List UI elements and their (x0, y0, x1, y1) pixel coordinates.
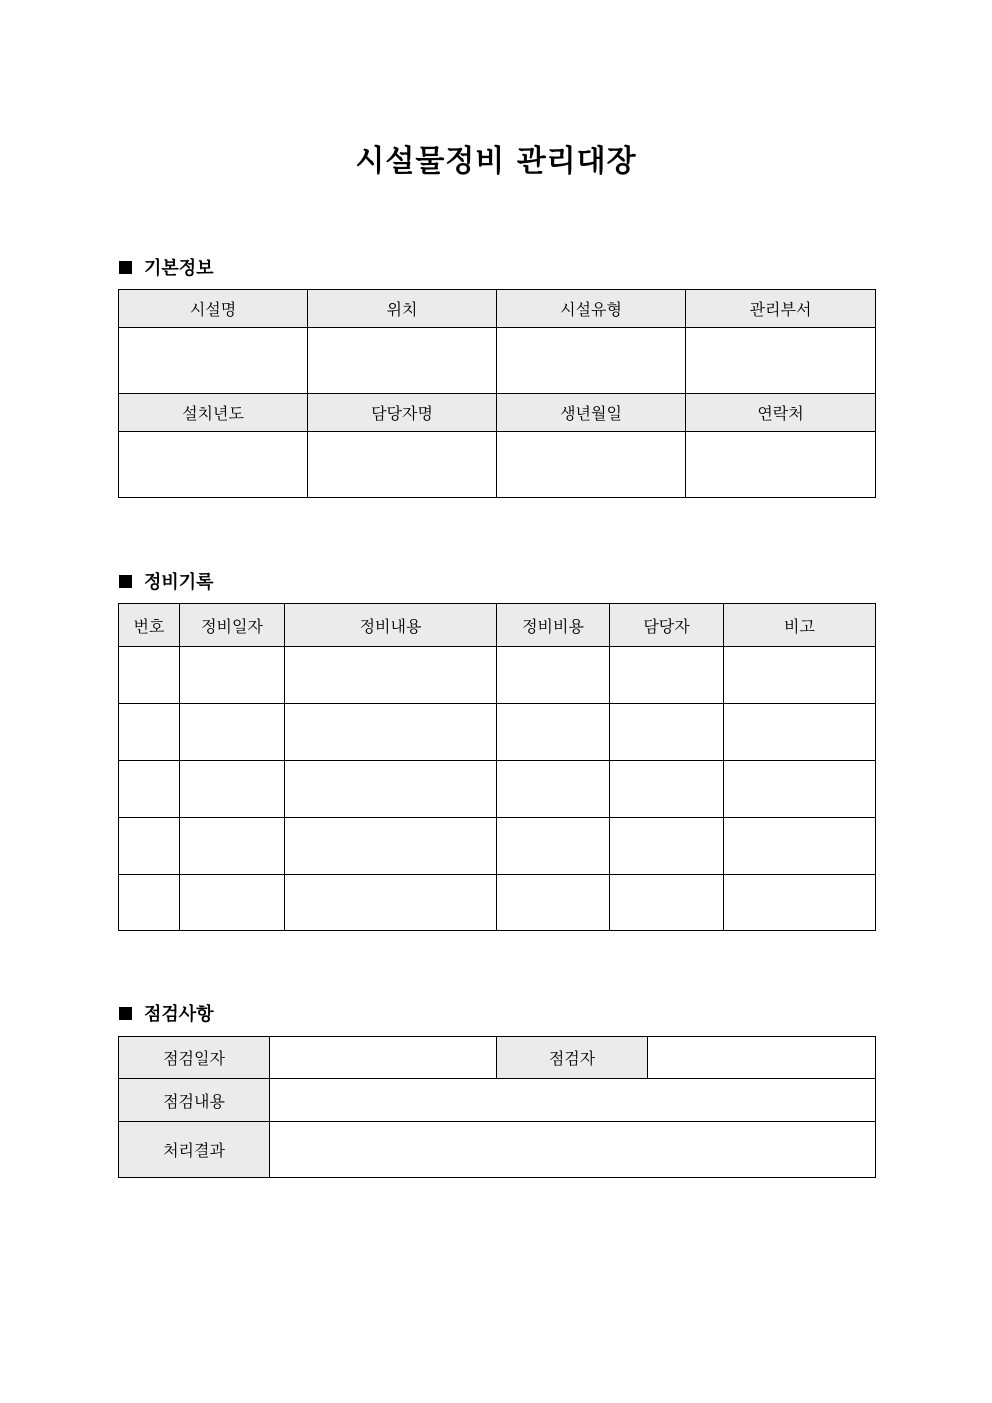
header-department: 관리부서 (686, 290, 876, 328)
inspection-content-field[interactable] (270, 1079, 876, 1122)
header-maintenance-date: 정비일자 (180, 604, 285, 647)
table-header-row (119, 394, 876, 432)
contact-field[interactable] (686, 432, 876, 498)
cost-cell[interactable] (497, 761, 610, 818)
table-row (119, 328, 876, 394)
number-cell[interactable] (119, 704, 180, 761)
person-cell[interactable] (610, 647, 724, 704)
person-cell[interactable] (610, 818, 724, 875)
table-row (119, 704, 876, 761)
section-heading-inspection (119, 1000, 214, 1026)
remarks-cell[interactable] (724, 818, 876, 875)
section-heading-label: 정비기록 (144, 572, 214, 593)
inspection-date-label: 점검일자 (119, 1037, 270, 1079)
cost-cell[interactable] (497, 875, 610, 931)
square-bullet-icon (119, 575, 132, 588)
table-row (119, 1122, 876, 1178)
square-bullet-icon (119, 261, 132, 274)
person-cell[interactable] (610, 875, 724, 931)
cost-cell[interactable] (497, 818, 610, 875)
date-cell[interactable] (180, 647, 285, 704)
table-row (119, 1079, 876, 1122)
remarks-cell[interactable] (724, 647, 876, 704)
table-row (119, 1037, 876, 1079)
manager-name-field[interactable] (308, 432, 497, 498)
date-cell[interactable] (180, 875, 285, 931)
section-heading-label: 점검사항 (144, 1004, 214, 1025)
content-cell[interactable] (285, 761, 497, 818)
table-row (119, 875, 876, 931)
header-contact: 연락처 (686, 394, 876, 432)
section-heading-basic (119, 254, 214, 280)
header-facility-type: 시설유형 (497, 290, 686, 328)
header-install-year: 설치년도 (119, 394, 308, 432)
inspector-label: 점검자 (497, 1037, 648, 1079)
table-row (119, 818, 876, 875)
header-location: 위치 (308, 290, 497, 328)
inspection-content-label: 점검내용 (119, 1079, 270, 1122)
content-cell[interactable] (285, 647, 497, 704)
facility-name-field[interactable] (119, 328, 308, 394)
result-label: 처리결과 (119, 1122, 270, 1178)
remarks-cell[interactable] (724, 704, 876, 761)
section-heading-label: 기본정보 (144, 258, 214, 279)
header-birth-date: 생년월일 (497, 394, 686, 432)
table-row (119, 432, 876, 498)
inspector-field[interactable] (648, 1037, 876, 1079)
number-cell[interactable] (119, 647, 180, 704)
content-cell[interactable] (285, 704, 497, 761)
remarks-cell[interactable] (724, 761, 876, 818)
result-field[interactable] (270, 1122, 876, 1178)
maintenance-table (118, 603, 876, 931)
date-cell[interactable] (180, 704, 285, 761)
section-heading-maintenance (119, 568, 214, 594)
table-header-row (119, 604, 876, 647)
basic-info-table (118, 289, 876, 498)
table-row (119, 761, 876, 818)
install-year-field[interactable] (119, 432, 308, 498)
header-remarks: 비고 (724, 604, 876, 647)
table-header-row (119, 290, 876, 328)
page-title: 시설물정비 관리대장 (355, 144, 637, 179)
square-bullet-icon (119, 1007, 132, 1020)
content-cell[interactable] (285, 818, 497, 875)
header-maintenance-cost: 정비비용 (497, 604, 610, 647)
number-cell[interactable] (119, 875, 180, 931)
inspection-table (118, 1036, 876, 1178)
facility-type-field[interactable] (497, 328, 686, 394)
person-cell[interactable] (610, 761, 724, 818)
header-manager-name: 담당자명 (308, 394, 497, 432)
date-cell[interactable] (180, 761, 285, 818)
location-field[interactable] (308, 328, 497, 394)
header-person-in-charge: 담당자 (610, 604, 724, 647)
inspection-date-field[interactable] (270, 1037, 497, 1079)
person-cell[interactable] (610, 704, 724, 761)
header-maintenance-content: 정비내용 (285, 604, 497, 647)
cost-cell[interactable] (497, 647, 610, 704)
department-field[interactable] (686, 328, 876, 394)
table-row (119, 647, 876, 704)
content-cell[interactable] (285, 875, 497, 931)
cost-cell[interactable] (497, 704, 610, 761)
remarks-cell[interactable] (724, 875, 876, 931)
date-cell[interactable] (180, 818, 285, 875)
header-number: 번호 (119, 604, 180, 647)
number-cell[interactable] (119, 761, 180, 818)
birth-date-field[interactable] (497, 432, 686, 498)
header-facility-name: 시설명 (119, 290, 308, 328)
number-cell[interactable] (119, 818, 180, 875)
